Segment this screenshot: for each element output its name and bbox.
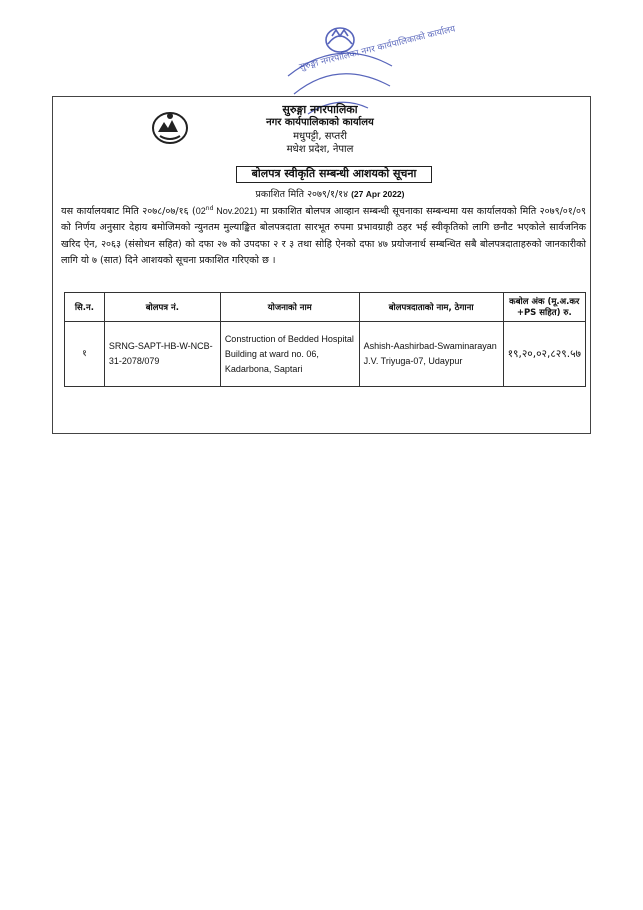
col-header-bid-no: बोलपत्र नं.: [104, 293, 220, 322]
body-date-en: 02: [195, 206, 206, 217]
office-name: नगर कार्यपालिकाको कार्यालय: [266, 117, 374, 128]
table-header-row: [65, 293, 586, 322]
cell-bidder: Ashish-Aashirbad-Swaminarayan J.V. Triyuga-07, Udaypur: [359, 322, 503, 387]
office-province: मधेश प्रदेश, नेपाल: [286, 144, 354, 155]
body-date-en-2: Nov.2021): [213, 206, 258, 217]
cell-amount: १९,२०,०२,८२९.५७: [503, 322, 585, 387]
cell-bid-no: SRNG-SAPT-HB-W-NCB-31-2078/079: [104, 322, 220, 387]
cell-project: Construction of Bedded Hospital Building at ward no. 06, Kadarbona, Saptari: [220, 322, 359, 387]
publish-date-en: (27 Apr 2022): [351, 189, 405, 199]
col-header-sn: सि.न.: [65, 293, 105, 322]
publish-date: [200, 188, 460, 201]
cell-sn: १: [65, 322, 105, 387]
notice-title: बोलपत्र स्वीकृति सम्बन्धी आशयको सूचना: [236, 166, 432, 183]
office-location: मधुपट्टी, सप्तरी: [293, 131, 347, 142]
col-header-project: योजनाको नाम: [220, 293, 359, 322]
stamp-text: सुरुङ्गा नगरपालिका नगर कार्यपालिकाको कार्यालय: [298, 24, 457, 73]
body-text-2: मा प्रकाशित बोलपत्र आव्हान सम्बन्धी सूचनाका सम्बन्धमा यस कार्यालयको मिति २०७९/०१/०९ को निर्णय अनुसार देहाय बमोजिमको न्युनतम मुल्याङ्कित बोलपत्रदाता सारभूत रुपमा प्रभावग्राही ठहर भई स्वीकृतिको लागि छनौट भएकोले सार्वजनिक खरिद ऐन, २०६३ (संसोधन सहित) को दफा २७ को उपदफा २ र ३ तथा सोहि ऐनको दफा ४७ प्रयोजनार्थ सम्बन्धित सबै बोलपत्रदाताहरुको जानकारीको लागि यो ७ (सात) दिने आशयको सूचना प्रकाशित गरिएको छ ।: [61, 206, 586, 266]
municipality-name: सुरुङ्गा नगरपालिका: [282, 103, 358, 116]
notice-body: [61, 201, 586, 269]
col-header-bidder: बोलपत्रदाताको नाम, ठेगाना: [359, 293, 503, 322]
body-date-sup: nd: [205, 205, 214, 212]
col-header-amount: कबोल अंक (मू.अ.कर +PS सहित) रु.: [503, 293, 585, 322]
bid-table: [64, 292, 586, 387]
table-row: [65, 322, 586, 387]
publish-date-np: प्रकाशित मिति २०७९/१/१४: [255, 189, 349, 200]
body-text-1: यस कार्यालयबाट मिति २०७८/०७/१६ (: [61, 206, 196, 218]
